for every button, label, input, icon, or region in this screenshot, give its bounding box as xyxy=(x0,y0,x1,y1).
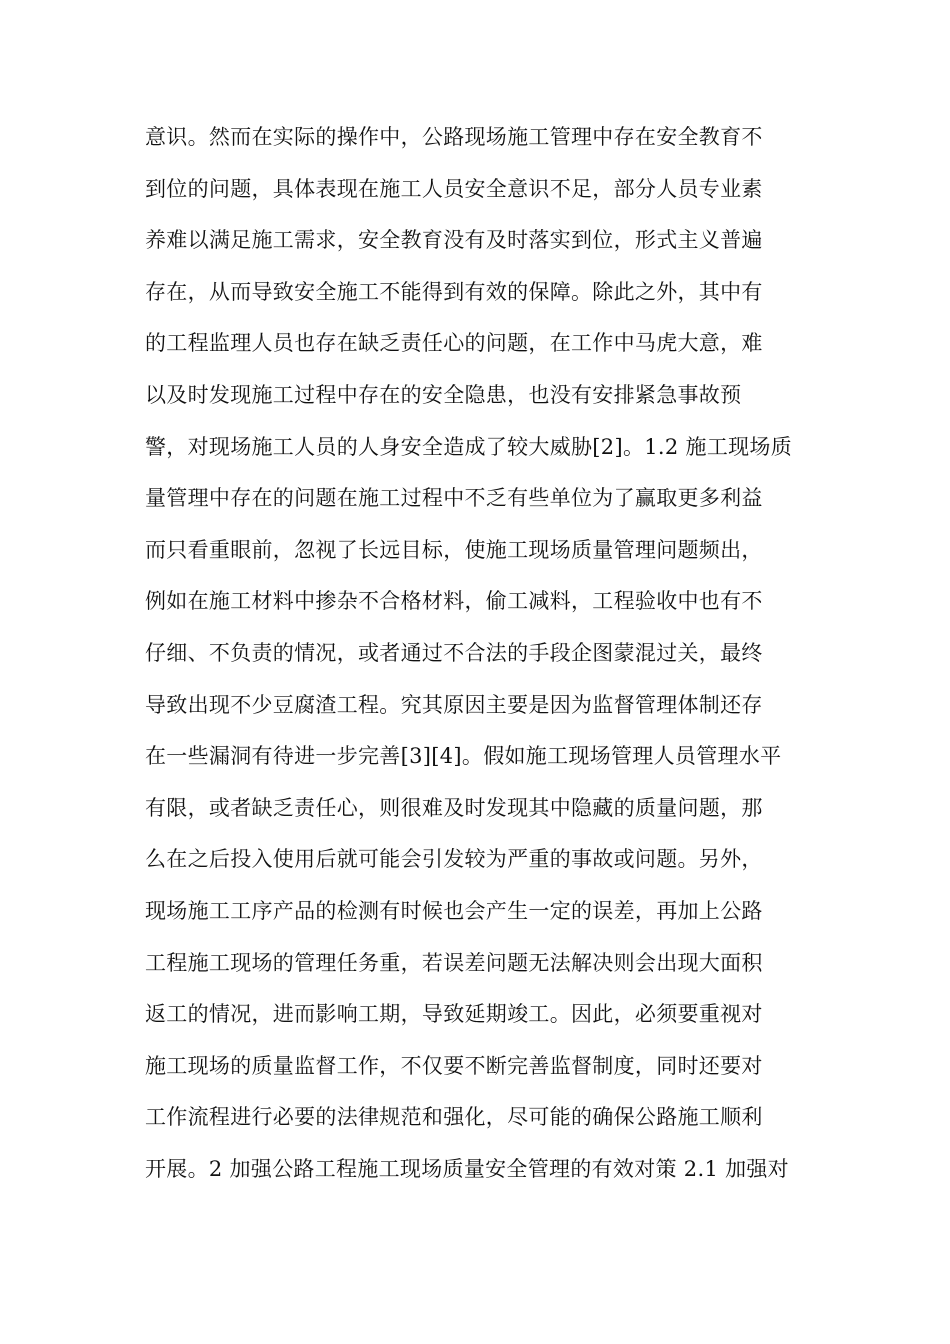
text-line: 存在，从而导致安全施工不能得到有效的保障。除此之外，其中有 xyxy=(145,279,763,304)
text-line: 工程施工现场的管理任务重，若误差问题无法解决则会出现大面积 xyxy=(145,950,763,975)
text-line: 施工现场的质量监督工作，不仅要不断完善监督制度，同时还要对 xyxy=(145,1053,763,1078)
text-line: 返工的情况，进而影响工期，导致延期竣工。因此，必须要重视对 xyxy=(145,1002,763,1027)
text-line: 例如在施工材料中掺杂不合格材料，偷工减料，工程验收中也有不 xyxy=(145,589,763,614)
text-line: 么在之后投入使用后就可能会引发较为严重的事故或问题。另外， xyxy=(145,847,763,872)
text-line: 养难以满足施工需求，安全教育没有及时落实到位，形式主义普遍 xyxy=(145,228,763,253)
text-line: 仔细、不负责的情况，或者通过不合法的手段企图蒙混过关，最终 xyxy=(145,640,763,665)
text-line: 导致出现不少豆腐渣工程。究其原因主要是因为监督管理体制还存 xyxy=(145,692,763,717)
text-line: 工作流程进行必要的法律规范和强化，尽可能的确保公路施工顺利 xyxy=(145,1105,763,1130)
text-line: 以及时发现施工过程中存在的安全隐患，也没有安排紧急事故预 xyxy=(145,382,742,407)
text-line: 现场施工工序产品的检测有时候也会产生一定的误差，再加上公路 xyxy=(145,898,763,923)
text-line: 开展。2 加强公路工程施工现场质量安全管理的有效对策 2.1 加强对 xyxy=(145,1156,789,1181)
text-line: 而只看重眼前，忽视了长远目标，使施工现场质量管理问题频出， xyxy=(145,537,763,562)
text-line: 量管理中存在的问题在施工过程中不乏有些单位为了赢取更多利益 xyxy=(145,486,763,511)
body-text xyxy=(145,112,815,1195)
text-line: 的工程监理人员也存在缺乏责任心的问题，在工作中马虎大意，难 xyxy=(145,331,763,356)
text-line: 警，对现场施工人员的人身安全造成了较大威胁[2]。1.2 施工现场质 xyxy=(145,434,793,459)
text-line: 有限，或者缺乏责任心，则很难及时发现其中隐藏的质量问题，那 xyxy=(145,795,763,820)
text-line: 到位的问题，具体表现在施工人员安全意识不足，部分人员专业素 xyxy=(145,176,763,201)
text-line: 意识。然而在实际的操作中，公路现场施工管理中存在安全教育不 xyxy=(145,125,763,149)
text-line: 在一些漏洞有待进一步完善[3][4]。假如施工现场管理人员管理水平 xyxy=(145,744,782,769)
